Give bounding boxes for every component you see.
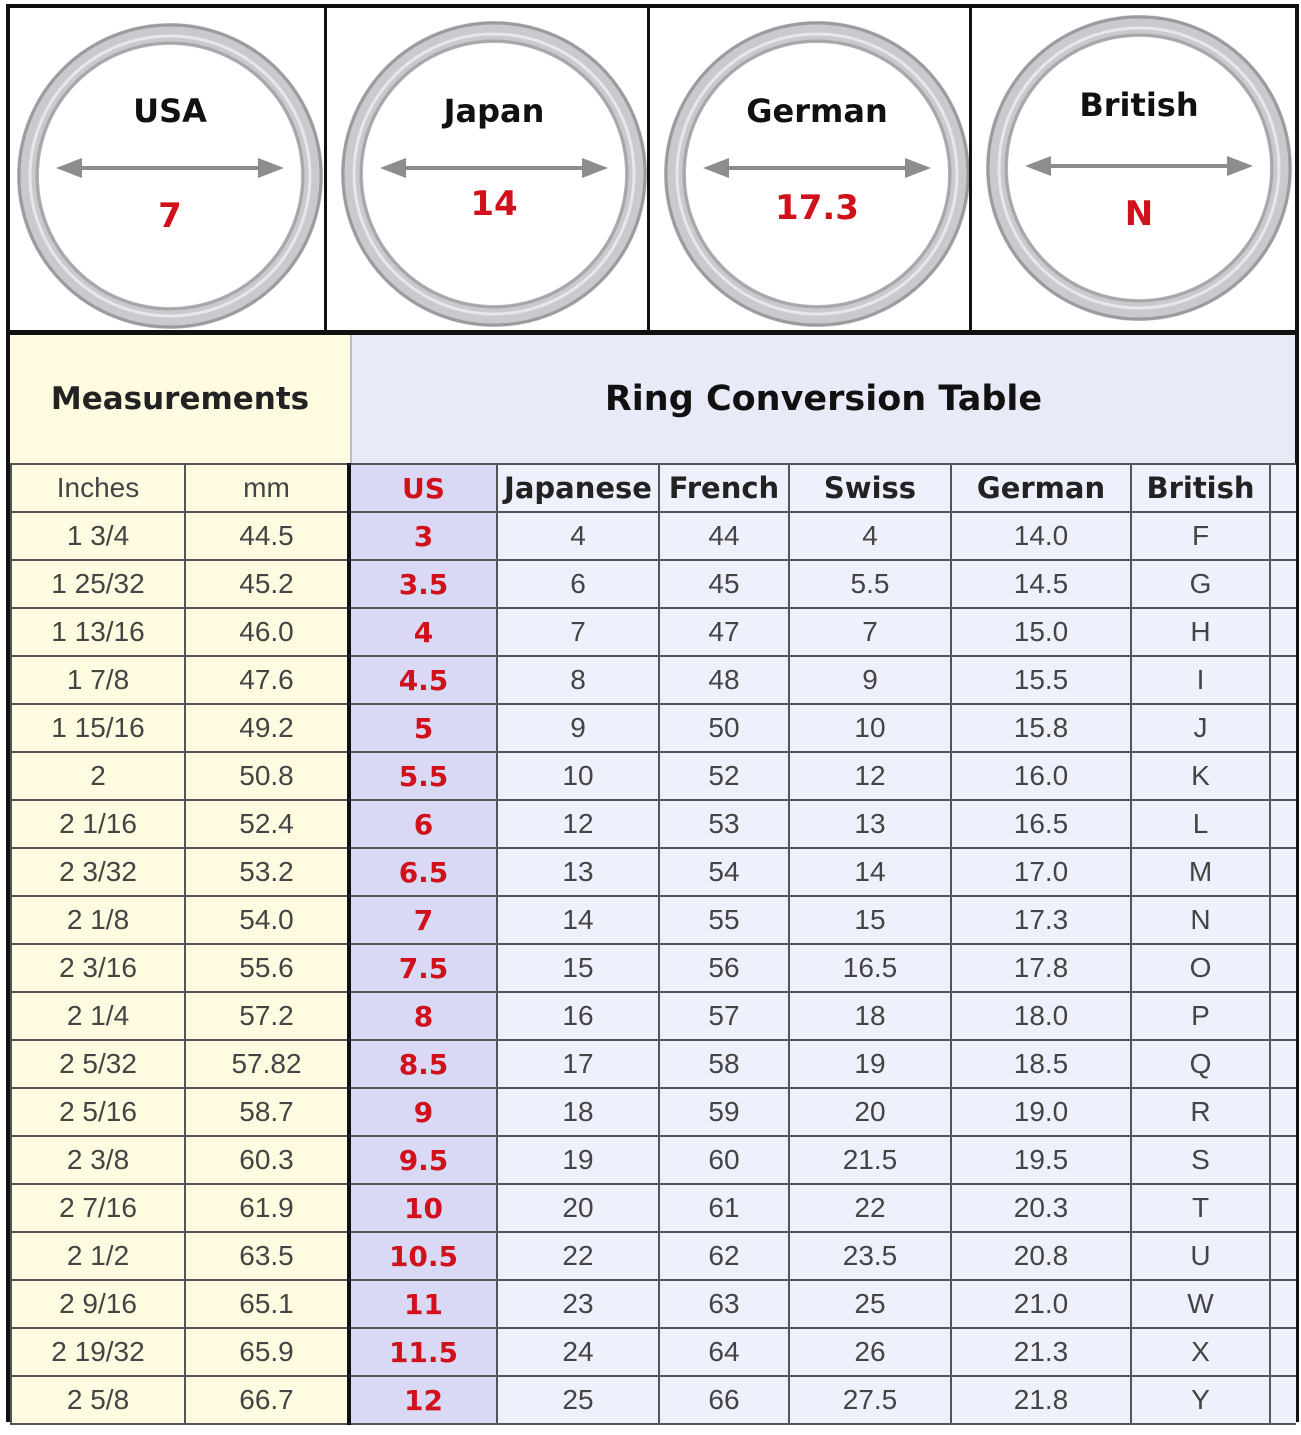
table-row bbox=[11, 1232, 1296, 1280]
cell-mm: 65.1 bbox=[185, 1280, 349, 1328]
column-header-german: German bbox=[951, 464, 1131, 512]
column-header-inches: Inches bbox=[11, 464, 185, 512]
cell-japanese: 16 bbox=[497, 992, 659, 1040]
cell-british: H bbox=[1131, 608, 1270, 656]
ring-size-panels bbox=[10, 8, 1295, 330]
table-row bbox=[11, 512, 1296, 560]
table-title: Ring Conversion Table bbox=[350, 335, 1295, 463]
cell-german: 18.5 bbox=[951, 1040, 1131, 1088]
cell-mm: 58.7 bbox=[185, 1088, 349, 1136]
table-row bbox=[11, 944, 1296, 992]
cell-french: 53 bbox=[659, 800, 789, 848]
ring-system-label: USA bbox=[133, 92, 207, 130]
cell-french: 64 bbox=[659, 1328, 789, 1376]
cell-us: 10.5 bbox=[349, 1232, 497, 1280]
arrow-left-icon bbox=[380, 158, 406, 178]
ring-panel-german bbox=[647, 8, 969, 330]
table-row bbox=[11, 1040, 1296, 1088]
cell-inches: 1 25/32 bbox=[11, 560, 185, 608]
cell-mm: 53.2 bbox=[185, 848, 349, 896]
cell-british: R bbox=[1131, 1088, 1270, 1136]
table-row bbox=[11, 848, 1296, 896]
cell-mm: 45.2 bbox=[185, 560, 349, 608]
ring-size-chart bbox=[6, 4, 1299, 1422]
cell-german: 14.0 bbox=[951, 512, 1131, 560]
table-gutter bbox=[1270, 1280, 1296, 1328]
cell-us: 5.5 bbox=[349, 752, 497, 800]
cell-french: 66 bbox=[659, 1376, 789, 1424]
table-row bbox=[11, 1328, 1296, 1376]
cell-inches: 1 13/16 bbox=[11, 608, 185, 656]
arrow-right-icon bbox=[905, 158, 931, 178]
cell-japanese: 12 bbox=[497, 800, 659, 848]
table-gutter bbox=[1270, 1184, 1296, 1232]
cell-german: 20.8 bbox=[951, 1232, 1131, 1280]
cell-swiss: 23.5 bbox=[789, 1232, 951, 1280]
table-gutter bbox=[1270, 1088, 1296, 1136]
ring-icon bbox=[10, 8, 324, 330]
cell-inches: 2 1/16 bbox=[11, 800, 185, 848]
cell-mm: 55.6 bbox=[185, 944, 349, 992]
cell-inches: 2 1/2 bbox=[11, 1232, 185, 1280]
ring-system-label: British bbox=[1079, 86, 1199, 124]
cell-japanese: 14 bbox=[497, 896, 659, 944]
cell-japanese: 13 bbox=[497, 848, 659, 896]
cell-mm: 44.5 bbox=[185, 512, 349, 560]
cell-japanese: 25 bbox=[497, 1376, 659, 1424]
ring-panel-british bbox=[969, 8, 1295, 330]
cell-german: 21.8 bbox=[951, 1376, 1131, 1424]
cell-british: Y bbox=[1131, 1376, 1270, 1424]
cell-inches: 1 7/8 bbox=[11, 656, 185, 704]
cell-mm: 63.5 bbox=[185, 1232, 349, 1280]
ring-size-value: 14 bbox=[470, 184, 518, 224]
cell-inches: 1 3/4 bbox=[11, 512, 185, 560]
cell-inches: 2 3/8 bbox=[11, 1136, 185, 1184]
table-row bbox=[11, 608, 1296, 656]
cell-us: 6 bbox=[349, 800, 497, 848]
cell-mm: 50.8 bbox=[185, 752, 349, 800]
cell-japanese: 22 bbox=[497, 1232, 659, 1280]
cell-swiss: 7 bbox=[789, 608, 951, 656]
table-gutter bbox=[1270, 992, 1296, 1040]
cell-british: X bbox=[1131, 1328, 1270, 1376]
cell-french: 58 bbox=[659, 1040, 789, 1088]
ring-system-label: German bbox=[746, 92, 888, 130]
cell-british: L bbox=[1131, 800, 1270, 848]
cell-british: P bbox=[1131, 992, 1270, 1040]
cell-french: 54 bbox=[659, 848, 789, 896]
cell-japanese: 4 bbox=[497, 512, 659, 560]
cell-british: Q bbox=[1131, 1040, 1270, 1088]
cell-us: 12 bbox=[349, 1376, 497, 1424]
cell-swiss: 14 bbox=[789, 848, 951, 896]
table-row bbox=[11, 992, 1296, 1040]
cell-japanese: 20 bbox=[497, 1184, 659, 1232]
cell-japanese: 23 bbox=[497, 1280, 659, 1328]
table-gutter bbox=[1270, 1376, 1296, 1424]
table-row bbox=[11, 800, 1296, 848]
cell-german: 21.3 bbox=[951, 1328, 1131, 1376]
cell-us: 8 bbox=[349, 992, 497, 1040]
cell-japanese: 9 bbox=[497, 704, 659, 752]
cell-us: 4 bbox=[349, 608, 497, 656]
arrow-left-icon bbox=[56, 158, 82, 178]
table-gutter bbox=[1270, 656, 1296, 704]
cell-french: 57 bbox=[659, 992, 789, 1040]
column-header-us: US bbox=[349, 464, 497, 512]
ring-panel-usa bbox=[10, 8, 324, 330]
cell-german: 15.8 bbox=[951, 704, 1131, 752]
table-gutter bbox=[1270, 752, 1296, 800]
table-gutter bbox=[1270, 464, 1296, 512]
table-gutter bbox=[1270, 848, 1296, 896]
cell-german: 14.5 bbox=[951, 560, 1131, 608]
table-gutter bbox=[1270, 1040, 1296, 1088]
ring-icon bbox=[972, 8, 1298, 330]
table-row bbox=[11, 1184, 1296, 1232]
table-row bbox=[11, 1136, 1296, 1184]
cell-british: K bbox=[1131, 752, 1270, 800]
cell-swiss: 5.5 bbox=[789, 560, 951, 608]
cell-swiss: 16.5 bbox=[789, 944, 951, 992]
ring-system-label: Japan bbox=[443, 92, 545, 130]
cell-british: O bbox=[1131, 944, 1270, 992]
table-row bbox=[11, 560, 1296, 608]
column-header-french: French bbox=[659, 464, 789, 512]
cell-mm: 60.3 bbox=[185, 1136, 349, 1184]
arrow-right-icon bbox=[1227, 156, 1253, 176]
cell-mm: 66.7 bbox=[185, 1376, 349, 1424]
cell-inches: 2 1/8 bbox=[11, 896, 185, 944]
cell-mm: 46.0 bbox=[185, 608, 349, 656]
column-header-mm: mm bbox=[185, 464, 349, 512]
cell-inches: 1 15/16 bbox=[11, 704, 185, 752]
ring-panel-japan bbox=[324, 8, 647, 330]
table-body bbox=[11, 512, 1296, 1424]
cell-french: 47 bbox=[659, 608, 789, 656]
table-row bbox=[11, 896, 1296, 944]
cell-us: 10 bbox=[349, 1184, 497, 1232]
cell-british: G bbox=[1131, 560, 1270, 608]
arrow-right-icon bbox=[582, 158, 608, 178]
arrow-left-icon bbox=[703, 158, 729, 178]
cell-british: F bbox=[1131, 512, 1270, 560]
cell-us: 11.5 bbox=[349, 1328, 497, 1376]
ring-size-value: 17.3 bbox=[775, 188, 859, 228]
cell-british: S bbox=[1131, 1136, 1270, 1184]
table-row bbox=[11, 1088, 1296, 1136]
cell-inches: 2 7/16 bbox=[11, 1184, 185, 1232]
table-gutter bbox=[1270, 704, 1296, 752]
cell-french: 50 bbox=[659, 704, 789, 752]
cell-japanese: 6 bbox=[497, 560, 659, 608]
table-gutter bbox=[1270, 1136, 1296, 1184]
cell-japanese: 17 bbox=[497, 1040, 659, 1088]
cell-swiss: 20 bbox=[789, 1088, 951, 1136]
cell-japanese: 24 bbox=[497, 1328, 659, 1376]
cell-german: 16.0 bbox=[951, 752, 1131, 800]
table-row bbox=[11, 1376, 1296, 1424]
cell-german: 15.5 bbox=[951, 656, 1131, 704]
column-header-swiss: Swiss bbox=[789, 464, 951, 512]
cell-swiss: 25 bbox=[789, 1280, 951, 1328]
cell-japanese: 19 bbox=[497, 1136, 659, 1184]
cell-inches: 2 5/32 bbox=[11, 1040, 185, 1088]
cell-inches: 2 19/32 bbox=[11, 1328, 185, 1376]
cell-german: 17.8 bbox=[951, 944, 1131, 992]
table-gutter bbox=[1270, 800, 1296, 848]
table-gutter bbox=[1270, 560, 1296, 608]
cell-french: 48 bbox=[659, 656, 789, 704]
cell-british: N bbox=[1131, 896, 1270, 944]
cell-german: 17.3 bbox=[951, 896, 1131, 944]
cell-mm: 49.2 bbox=[185, 704, 349, 752]
cell-swiss: 13 bbox=[789, 800, 951, 848]
cell-german: 19.5 bbox=[951, 1136, 1131, 1184]
cell-us: 5 bbox=[349, 704, 497, 752]
table-row bbox=[11, 704, 1296, 752]
cell-french: 59 bbox=[659, 1088, 789, 1136]
cell-german: 18.0 bbox=[951, 992, 1131, 1040]
cell-swiss: 22 bbox=[789, 1184, 951, 1232]
cell-us: 7.5 bbox=[349, 944, 497, 992]
cell-swiss: 19 bbox=[789, 1040, 951, 1088]
cell-us: 7 bbox=[349, 896, 497, 944]
table-gutter bbox=[1270, 1232, 1296, 1280]
cell-us: 11 bbox=[349, 1280, 497, 1328]
cell-british: W bbox=[1131, 1280, 1270, 1328]
cell-swiss: 27.5 bbox=[789, 1376, 951, 1424]
table-row bbox=[11, 752, 1296, 800]
cell-us: 9.5 bbox=[349, 1136, 497, 1184]
cell-french: 61 bbox=[659, 1184, 789, 1232]
table-gutter bbox=[1270, 944, 1296, 992]
cell-swiss: 4 bbox=[789, 512, 951, 560]
cell-french: 44 bbox=[659, 512, 789, 560]
cell-japanese: 8 bbox=[497, 656, 659, 704]
cell-swiss: 12 bbox=[789, 752, 951, 800]
cell-us: 8.5 bbox=[349, 1040, 497, 1088]
cell-inches: 2 5/16 bbox=[11, 1088, 185, 1136]
cell-mm: 52.4 bbox=[185, 800, 349, 848]
column-header-japanese: Japanese bbox=[497, 464, 659, 512]
cell-french: 56 bbox=[659, 944, 789, 992]
table-gutter bbox=[1270, 1328, 1296, 1376]
cell-british: T bbox=[1131, 1184, 1270, 1232]
cell-german: 15.0 bbox=[951, 608, 1131, 656]
header-row bbox=[11, 464, 1296, 512]
cell-german: 16.5 bbox=[951, 800, 1131, 848]
cell-japanese: 7 bbox=[497, 608, 659, 656]
cell-german: 20.3 bbox=[951, 1184, 1131, 1232]
column-header-british: British bbox=[1131, 464, 1270, 512]
cell-japanese: 10 bbox=[497, 752, 659, 800]
cell-japanese: 15 bbox=[497, 944, 659, 992]
arrow-right-icon bbox=[258, 158, 284, 178]
cell-inches: 2 5/8 bbox=[11, 1376, 185, 1424]
cell-french: 52 bbox=[659, 752, 789, 800]
cell-inches: 2 9/16 bbox=[11, 1280, 185, 1328]
measurements-header: Measurements bbox=[10, 335, 350, 463]
cell-british: J bbox=[1131, 704, 1270, 752]
cell-german: 19.0 bbox=[951, 1088, 1131, 1136]
cell-inches: 2 3/32 bbox=[11, 848, 185, 896]
cell-mm: 65.9 bbox=[185, 1328, 349, 1376]
cell-british: M bbox=[1131, 848, 1270, 896]
cell-us: 9 bbox=[349, 1088, 497, 1136]
cell-swiss: 21.5 bbox=[789, 1136, 951, 1184]
cell-french: 55 bbox=[659, 896, 789, 944]
cell-swiss: 15 bbox=[789, 896, 951, 944]
cell-british: U bbox=[1131, 1232, 1270, 1280]
table-gutter bbox=[1270, 512, 1296, 560]
table-row bbox=[11, 1280, 1296, 1328]
cell-us: 3 bbox=[349, 512, 497, 560]
cell-mm: 61.9 bbox=[185, 1184, 349, 1232]
cell-german: 17.0 bbox=[951, 848, 1131, 896]
cell-us: 4.5 bbox=[349, 656, 497, 704]
cell-japanese: 18 bbox=[497, 1088, 659, 1136]
table-gutter bbox=[1270, 896, 1296, 944]
cell-mm: 47.6 bbox=[185, 656, 349, 704]
cell-mm: 57.2 bbox=[185, 992, 349, 1040]
cell-inches: 2 bbox=[11, 752, 185, 800]
cell-us: 3.5 bbox=[349, 560, 497, 608]
ring-size-value: N bbox=[1124, 194, 1154, 234]
ring-conversion-table bbox=[10, 463, 1296, 1425]
cell-inches: 2 1/4 bbox=[11, 992, 185, 1040]
cell-mm: 54.0 bbox=[185, 896, 349, 944]
ring-icon bbox=[650, 8, 972, 330]
table-gutter bbox=[1270, 608, 1296, 656]
cell-french: 62 bbox=[659, 1232, 789, 1280]
cell-inches: 2 3/16 bbox=[11, 944, 185, 992]
cell-swiss: 26 bbox=[789, 1328, 951, 1376]
cell-swiss: 18 bbox=[789, 992, 951, 1040]
cell-swiss: 10 bbox=[789, 704, 951, 752]
cell-us: 6.5 bbox=[349, 848, 497, 896]
table-row bbox=[11, 656, 1296, 704]
cell-mm: 57.82 bbox=[185, 1040, 349, 1088]
cell-french: 63 bbox=[659, 1280, 789, 1328]
cell-british: I bbox=[1131, 656, 1270, 704]
cell-german: 21.0 bbox=[951, 1280, 1131, 1328]
cell-french: 60 bbox=[659, 1136, 789, 1184]
ring-size-value: 7 bbox=[158, 196, 182, 236]
arrow-left-icon bbox=[1025, 156, 1051, 176]
cell-swiss: 9 bbox=[789, 656, 951, 704]
cell-french: 45 bbox=[659, 560, 789, 608]
ring-icon bbox=[327, 8, 650, 330]
